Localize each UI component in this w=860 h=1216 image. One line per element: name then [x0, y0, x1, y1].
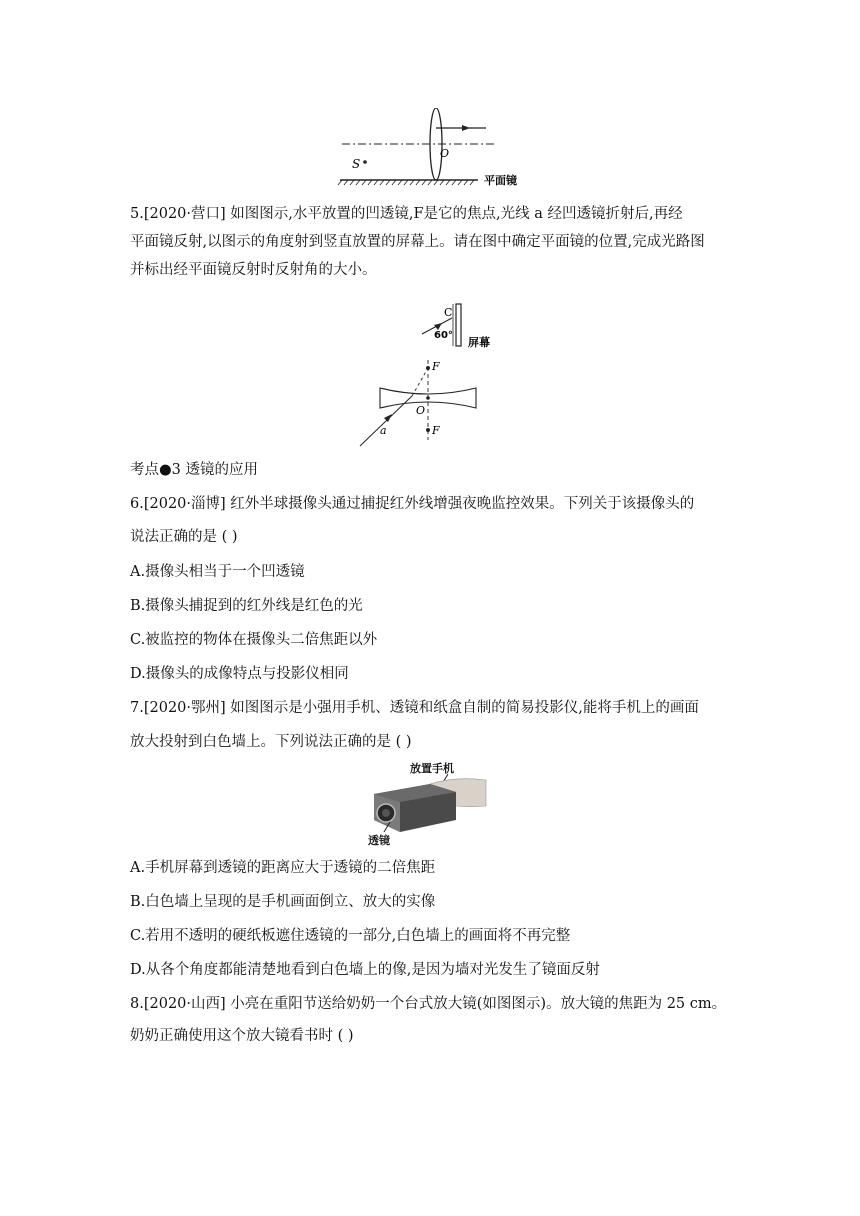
figure-lens-mirror — [336, 108, 536, 188]
question-6-line-1: 6.[2020·淄博] 红外半球摄像头通过捕捉红外线增强夜晚监控效果。下列关于该摄像头的 — [130, 496, 695, 512]
figure-concave-lens — [350, 300, 520, 450]
center-o-label: O — [440, 147, 450, 160]
point-c-label: C — [444, 306, 453, 319]
question-5-line-1: 5.[2020·营口] 如图图示,水平放置的凹透镜,F是它的焦点,光线 a 经凹透镜折射后,再经 — [130, 206, 683, 222]
focus-bottom-label: F — [432, 424, 440, 437]
section-3-title: 考点●3 透镜的应用 — [130, 462, 258, 478]
question-6-option-c: C.被监控的物体在摄像头二倍焦距以外 — [130, 632, 378, 648]
photo-label-phone: 放置手机 — [410, 762, 454, 775]
question-6-option-d: D.摄像头的成像特点与投影仪相同 — [130, 666, 349, 682]
question-6-option-b: B.摄像头捕捉到的红外线是红色的光 — [130, 598, 363, 614]
point-s-label: S — [352, 157, 361, 171]
question-7-option-c: C.若用不透明的硬纸板遮住透镜的一部分,白色墙上的画面将不再完整 — [130, 928, 571, 944]
focus-top-label: F — [432, 360, 440, 373]
question-5-line-2: 平面镜反射,以图示的角度射到竖直放置的屏幕上。请在图中确定平面镜的位置,完成光路图 — [130, 234, 705, 250]
screen-label: 屏幕 — [468, 336, 490, 349]
question-8-line-2: 奶奶正确使用这个放大镜看书时 ( ) — [130, 1028, 354, 1044]
center-o-label-2: O — [416, 404, 426, 417]
ray-a-label: a — [380, 424, 387, 437]
question-7-option-b: B.白色墙上呈现的是手机画面倒立、放大的实像 — [130, 894, 436, 910]
question-7-option-d: D.从各个角度都能清楚地看到白色墙上的像,是因为墙对光发生了镜面反射 — [130, 962, 600, 978]
question-7-line-2: 放大投射到白色墙上。下列说法正确的是 ( ) — [130, 734, 412, 750]
projector-photo — [360, 758, 490, 848]
question-6-line-2: 说法正确的是 ( ) — [130, 529, 238, 545]
photo-label-lens: 透镜 — [368, 834, 390, 847]
mirror-label: 平面镜 — [484, 174, 517, 187]
question-6-option-a: A.摄像头相当于一个凹透镜 — [130, 564, 305, 580]
question-8-line-1: 8.[2020·山西] 小亮在重阳节送给奶奶一个台式放大镜(如图图示)。放大镜的焦距为 25 cm。 — [130, 996, 727, 1012]
question-5-line-3: 并标出经平面镜反射时反射角的大小。 — [130, 262, 377, 278]
question-7-line-1: 7.[2020·鄂州] 如图图示是小强用手机、透镜和纸盒自制的简易投影仪,能将手机上的画面 — [130, 700, 699, 716]
angle-label: 60° — [434, 330, 453, 341]
question-7-option-a: A.手机屏幕到透镜的距离应大于透镜的二倍焦距 — [130, 860, 436, 876]
